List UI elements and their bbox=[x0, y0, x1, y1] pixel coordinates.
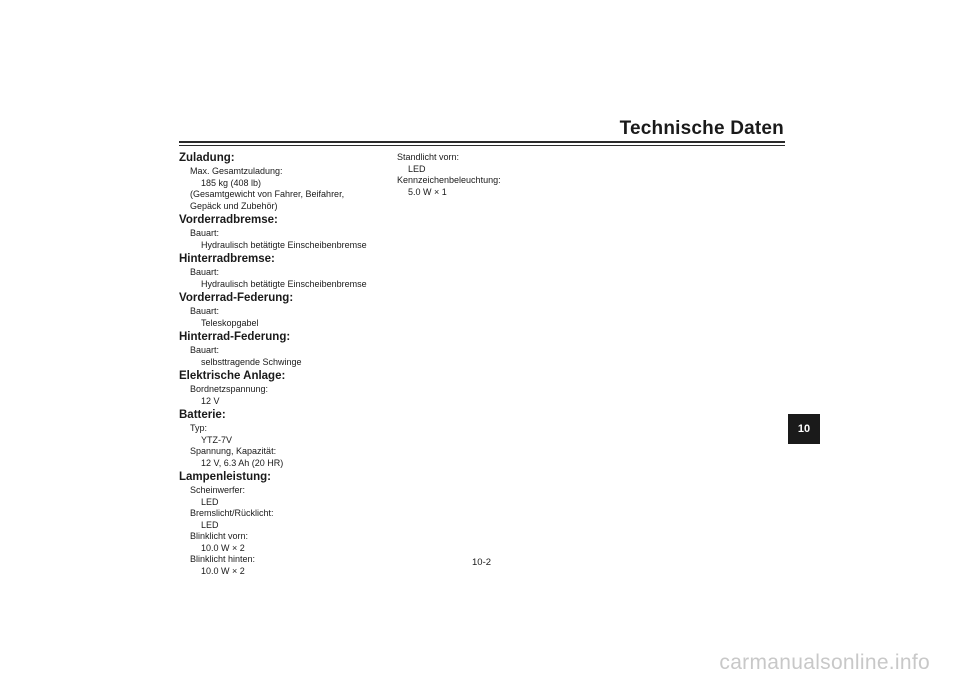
section-heading: Vorderradbremse: bbox=[179, 214, 278, 226]
spec-label: Spannung, Kapazität: bbox=[190, 446, 277, 456]
spec-section-batterie bbox=[179, 408, 389, 469]
section-heading: Lampenleistung: bbox=[179, 471, 272, 483]
spec-label: Scheinwerfer: bbox=[190, 485, 246, 495]
section-heading: Hinterradbremse: bbox=[179, 253, 275, 265]
spec-value: Hydraulisch betätigte Einscheibenbremse bbox=[201, 278, 367, 289]
spec-section-vorderradbremse bbox=[179, 213, 389, 251]
spec-section-elektrische-anlage bbox=[179, 369, 389, 407]
page-title: Technische Daten bbox=[619, 118, 784, 139]
section-heading: Elektrische Anlage: bbox=[179, 370, 286, 382]
spec-label: Kennzeichenbeleuchtung: bbox=[397, 175, 501, 185]
spec-label: Bauart: bbox=[190, 306, 220, 316]
spec-value: 185 kg (408 lb) bbox=[201, 177, 262, 188]
spec-label: Standlicht vorn: bbox=[397, 152, 460, 162]
spec-section-lampenleistung bbox=[179, 470, 389, 577]
spec-value: LED bbox=[201, 519, 219, 530]
section-heading: Batterie: bbox=[179, 409, 226, 421]
spec-value: selbsttragende Schwinge bbox=[201, 356, 302, 367]
spec-section-hinterrad-federung bbox=[179, 330, 389, 368]
spec-value: LED bbox=[408, 163, 426, 174]
title-rule bbox=[179, 141, 785, 143]
spec-value: Teleskopgabel bbox=[201, 317, 259, 328]
spec-label: Typ: bbox=[190, 423, 208, 433]
left-column bbox=[179, 150, 389, 577]
section-heading: Vorderrad-Federung: bbox=[179, 292, 294, 304]
spec-value: 12 V, 6.3 Ah (20 HR) bbox=[201, 457, 284, 468]
spec-label: Bauart: bbox=[190, 267, 220, 277]
spec-value: Hydraulisch betätigte Einscheibenbremse bbox=[201, 239, 367, 250]
spec-value: 10.0 W × 2 bbox=[201, 565, 245, 576]
spec-label: Gepäck und Zubehör) bbox=[190, 200, 278, 211]
spec-label: Bauart: bbox=[190, 345, 220, 355]
spec-value: LED bbox=[201, 496, 219, 507]
spec-value: YTZ-7V bbox=[201, 434, 233, 445]
spec-label: Blinklicht hinten: bbox=[190, 554, 256, 564]
spec-label: Max. Gesamtzuladung: bbox=[190, 166, 283, 176]
page-number: 10-2 bbox=[472, 557, 492, 568]
section-heading: Zuladung: bbox=[179, 152, 235, 164]
spec-section-zuladung bbox=[179, 151, 389, 212]
spec-section-hinterradbremse bbox=[179, 252, 389, 290]
spec-section-vorderrad-federung bbox=[179, 291, 389, 329]
spec-label: Blinklicht vorn: bbox=[190, 531, 249, 541]
chapter-tab: 10 bbox=[788, 414, 820, 444]
title-rule-thin bbox=[179, 145, 785, 146]
spec-label: Bordnetzspannung: bbox=[190, 384, 269, 394]
spec-label: Bremslicht/Rücklicht: bbox=[190, 508, 274, 518]
watermark: carmanualsonline.info bbox=[719, 651, 930, 674]
spec-value: 5.0 W × 1 bbox=[408, 186, 447, 197]
spec-value: 12 V bbox=[201, 395, 220, 406]
spec-label: Bauart: bbox=[190, 228, 220, 238]
right-column bbox=[397, 152, 597, 198]
spec-value: 10.0 W × 2 bbox=[201, 542, 245, 553]
section-heading: Hinterrad-Federung: bbox=[179, 331, 291, 343]
spec-label: (Gesamtgewicht von Fahrer, Beifahrer, bbox=[190, 189, 345, 199]
